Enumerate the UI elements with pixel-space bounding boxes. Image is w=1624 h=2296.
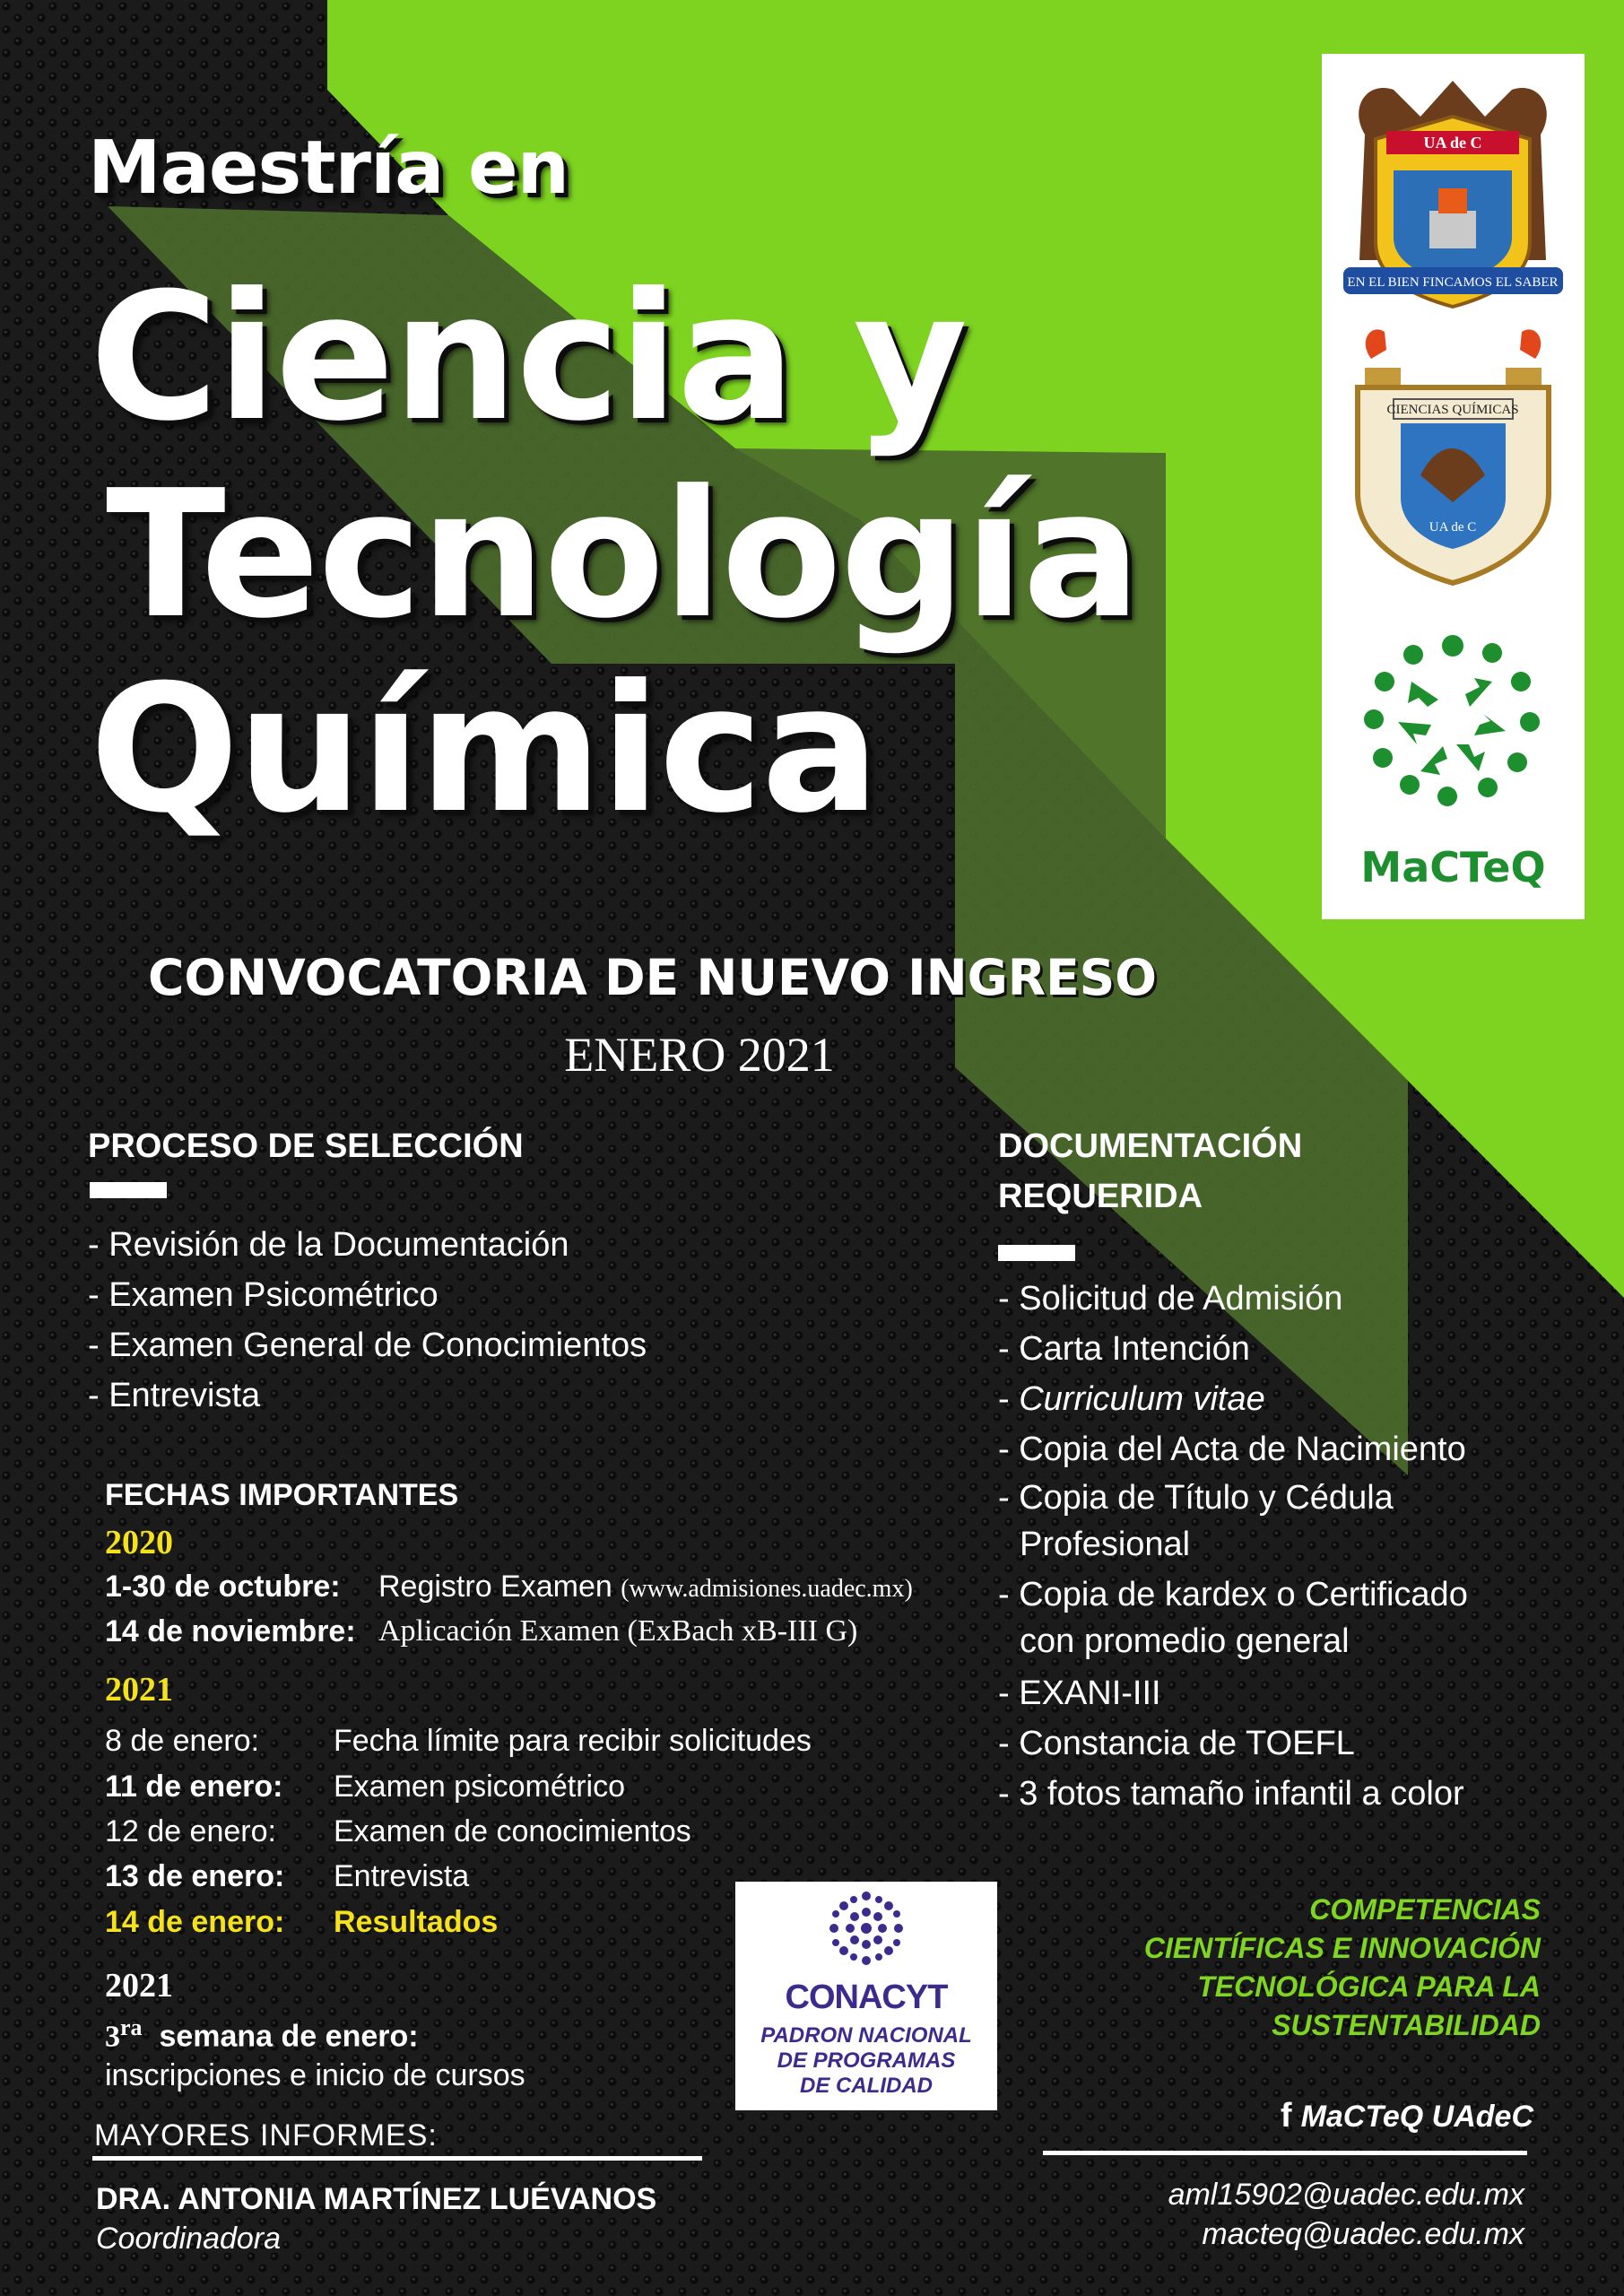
program-title-line2: Tecnología (106, 453, 1140, 657)
documentacion-title-line1: DOCUMENTACIÓN (998, 1127, 1303, 1165)
documentacion-title-line2: REQUERIDA (998, 1178, 1203, 1215)
contact-divider (1043, 2151, 1527, 2155)
list-item: - Examen General de Conocimientos (88, 1326, 647, 1364)
fechas-title: FECHAS IMPORTANTES (105, 1478, 459, 1512)
proceso-title-underline (90, 1182, 167, 1198)
list-item: - Copia del Acta de Nacimiento (998, 1431, 1466, 1468)
list-item: - Entrevista (88, 1377, 261, 1414)
inscripciones-title: $3^{ra}$ semana de enero: (105, 2014, 419, 2054)
facebook-icon: f (1280, 2097, 1292, 2135)
email-link[interactable]: aml15902@uadec.edu.mx (1168, 2178, 1524, 2212)
list-item: - Revisión de la Documentación (88, 1226, 569, 1264)
macteq-logo-label: MaCTeQ (1360, 843, 1546, 891)
proceso-list (88, 1220, 647, 1421)
conacyt-subtitle: PADRON NACIONAL DE PROGRAMAS DE CALIDAD (760, 2023, 972, 2098)
logo-panel (1322, 54, 1585, 919)
informes-divider (92, 2156, 702, 2161)
list-item: - Curriculum vitae (998, 1380, 1265, 1418)
svg-text:EN EL BIEN FINCAMOS EL SABER: EN EL BIEN FINCAMOS EL SABER (1347, 275, 1559, 290)
date-row: 8 de enero: Fecha límite para recibir solicitudes (105, 1724, 812, 1758)
year-2020-label: 2020 (105, 1524, 173, 1561)
list-item: - Constancia de TOEFL (998, 1725, 1355, 1762)
period-label: ENERO 2021 (564, 1028, 835, 1082)
date-row: 1-30 de octubre: Registro Examen (www.admisiones.uadec.mx) (105, 1570, 913, 1604)
program-title-line3: Química (90, 648, 879, 852)
competencias-tagline: COMPETENCIAS CIENTÍFICAS E INNOVACIÓN TECNOLÓGICA PARA LA SUSTENTABILIDAD (1143, 1893, 1541, 2041)
conacyt-name: CONACYT (785, 1979, 948, 2016)
ciencias-quimicas-crest-logo (1358, 329, 1549, 583)
documentacion-title-underline (998, 1245, 1075, 1261)
list-item: - EXANI-III (998, 1674, 1161, 1712)
program-subtitle: Maestría en (88, 126, 569, 211)
macteq-logo (1364, 635, 1540, 806)
facebook-link[interactable]: f MaCTeQ UAdeC (1280, 2097, 1533, 2135)
documentacion-list (998, 1274, 1554, 1819)
logos-svg (1322, 54, 1585, 843)
uadec-crest-logo (1343, 81, 1563, 307)
conacyt-badge (735, 1882, 997, 2110)
proceso-title: PROCESO DE SELECCIÓN (88, 1127, 524, 1165)
documentacion-title (998, 1121, 1446, 1222)
svg-text:UA de C: UA de C (1429, 520, 1477, 535)
year-2021-label: 2021 (105, 1671, 173, 1709)
convocatoria-heading: CONVOCATORIA DE NUEVO INGRESO (148, 949, 1158, 1006)
svg-text:UA de C: UA de C (1423, 134, 1482, 152)
coordinator-name: DRA. ANTONIA MARTÍNEZ LUÉVANOS (96, 2182, 657, 2216)
program-title-line1: Ciencia y (90, 256, 967, 460)
inscripciones-text: inscripciones e inicio de cursos (105, 2058, 525, 2092)
mayores-informes-label: MAYORES INFORMES: (94, 2118, 438, 2152)
list-item: - Copia de kardex o Certificado con promedio general (998, 1576, 1468, 1660)
coordinator-role: Coordinadora (96, 2222, 282, 2256)
list-item: - Copia de Título y Cédula Profesional (998, 1479, 1394, 1563)
date-row: 12 de enero: Examen de conocimientos (105, 1814, 691, 1848)
conacyt-logo-icon (735, 1882, 997, 1980)
date-row: 13 de enero: Entrevista (105, 1859, 470, 1893)
year-2021-inscripciones-label: 2021 (105, 1967, 173, 2005)
email-link[interactable]: macteq@uadec.edu.mx (1202, 2217, 1524, 2251)
list-item: - Solicitud de Admisión (998, 1280, 1343, 1318)
list-item: - Examen Psicométrico (88, 1276, 439, 1314)
date-row-highlight: 14 de enero: Resultados (105, 1905, 499, 1939)
list-item: - 3 fotos tamaño infantil a color (998, 1775, 1464, 1813)
date-row: 14 de noviembre: Aplicación Examen (ExBach xB-III G) (105, 1614, 858, 1648)
date-row: 11 de enero: Examen psicométrico (105, 1770, 626, 1804)
list-item: - Carta Intención (998, 1330, 1250, 1368)
svg-text:CIENCIAS QUÍMICAS: CIENCIAS QUÍMICAS (1386, 403, 1519, 417)
